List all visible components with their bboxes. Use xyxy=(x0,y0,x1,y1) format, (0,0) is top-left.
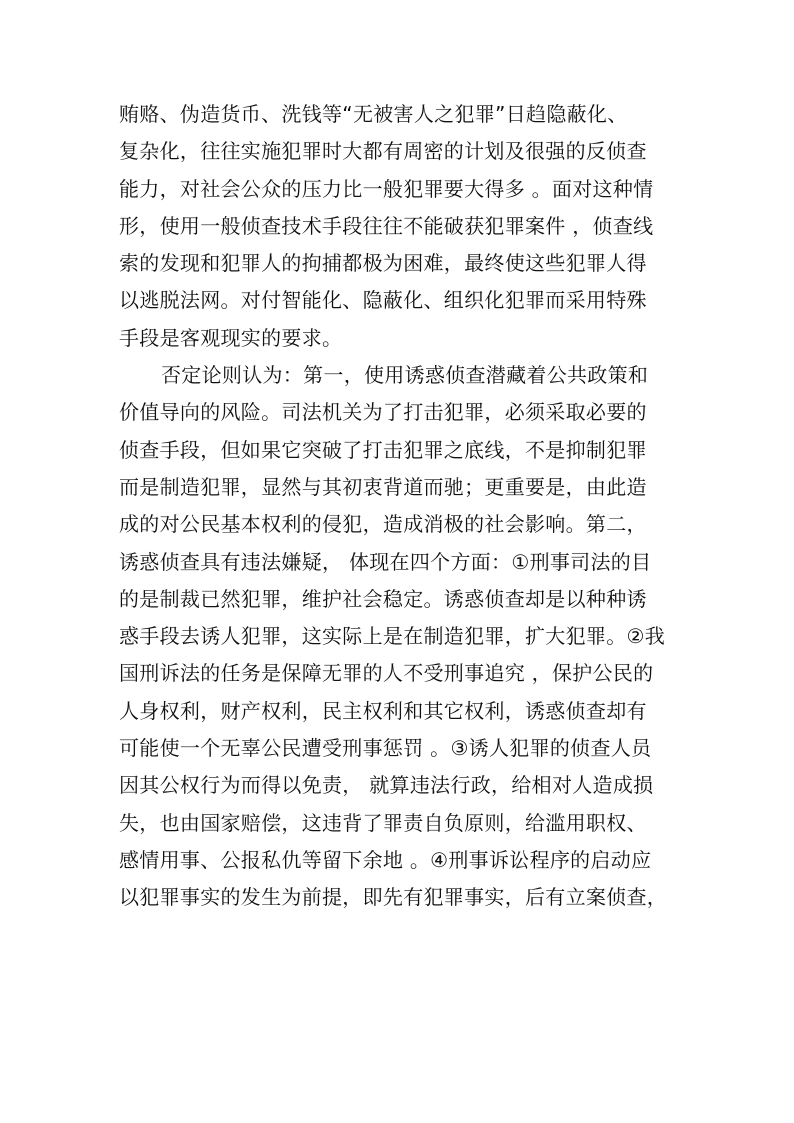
paragraph-1 xyxy=(119,96,684,357)
text-line: 价值导向的风险。司法机关为了打击犯罪，必须采取必要的 xyxy=(119,400,647,425)
text-line: 侦查手段，但如果它突破了打击犯罪之底线，不是抑制犯罪 xyxy=(119,437,647,462)
text-line: 人身权利，财产权利，民主权利和其它权利，诱惑侦查却有 xyxy=(119,698,647,723)
text-line: 形，使用一般侦查技术手段往往不能破获犯罪案件 ，侦查线 xyxy=(119,213,654,238)
text-line: 感情用事、公报私仇等留下余地 。④刑事诉讼程序的启动应 xyxy=(119,847,652,872)
body-text xyxy=(119,96,684,917)
text-line: 的是制裁已然犯罪，维护社会稳定。诱惑侦查却是以种种诱 xyxy=(119,586,647,611)
text-line: 成的对公民基本权利的侵犯，造成消极的社会影响。第二， xyxy=(119,512,647,537)
text-line: 因其公权行为而得以免责， 就算违法行政，给相对人造成损 xyxy=(119,773,654,798)
text-line: 能力，对社会公众的压力比一般犯罪要大得多 。面对这种情 xyxy=(119,176,654,201)
text-line: 可能使一个无辜公民遭受刑事惩罚 。③诱人犯罪的侦查人员 xyxy=(119,736,652,761)
text-line: 索的发现和犯罪人的拘捕都极为困难，最终使这些犯罪人得 xyxy=(119,251,647,276)
text-line: 诱惑侦查具有违法嫌疑， 体现在四个方面：①刑事司法的目 xyxy=(119,549,652,574)
paragraph-2 xyxy=(119,357,684,916)
text-line: 复杂化，往往实施犯罪时大都有周密的计划及很强的反侦查 xyxy=(119,139,647,164)
text-line: 贿赂、伪造货币、洗钱等“无被害人之犯罪”日趋隐蔽化、 xyxy=(119,102,628,126)
text-line: 国刑诉法的任务是保障无罪的人不受刑事追究 ，保护公民的 xyxy=(119,661,654,686)
text-line: 惑手段去诱人犯罪，这实际上是在制造犯罪，扩大犯罪。②我 xyxy=(119,624,666,649)
text-line: 以逃脱法网。对付智能化、隐蔽化、组织化犯罪而采用特殊 xyxy=(119,288,647,313)
text-line: 而是制造犯罪，显然与其初衷背道而驰；更重要是，由此造 xyxy=(119,474,647,499)
text-line: 以犯罪事实的发生为前提，即先有犯罪事实，后有立案侦查， xyxy=(119,885,668,910)
text-line: 手段是客观现实的要求。 xyxy=(119,325,343,350)
text-line-first: 否定论则认为：第一，使用诱惑侦查潜藏着公共政策和 xyxy=(161,363,649,388)
text-line: 失，也由国家赔偿，这违背了罪责自负原则，给滥用职权、 xyxy=(119,810,647,835)
